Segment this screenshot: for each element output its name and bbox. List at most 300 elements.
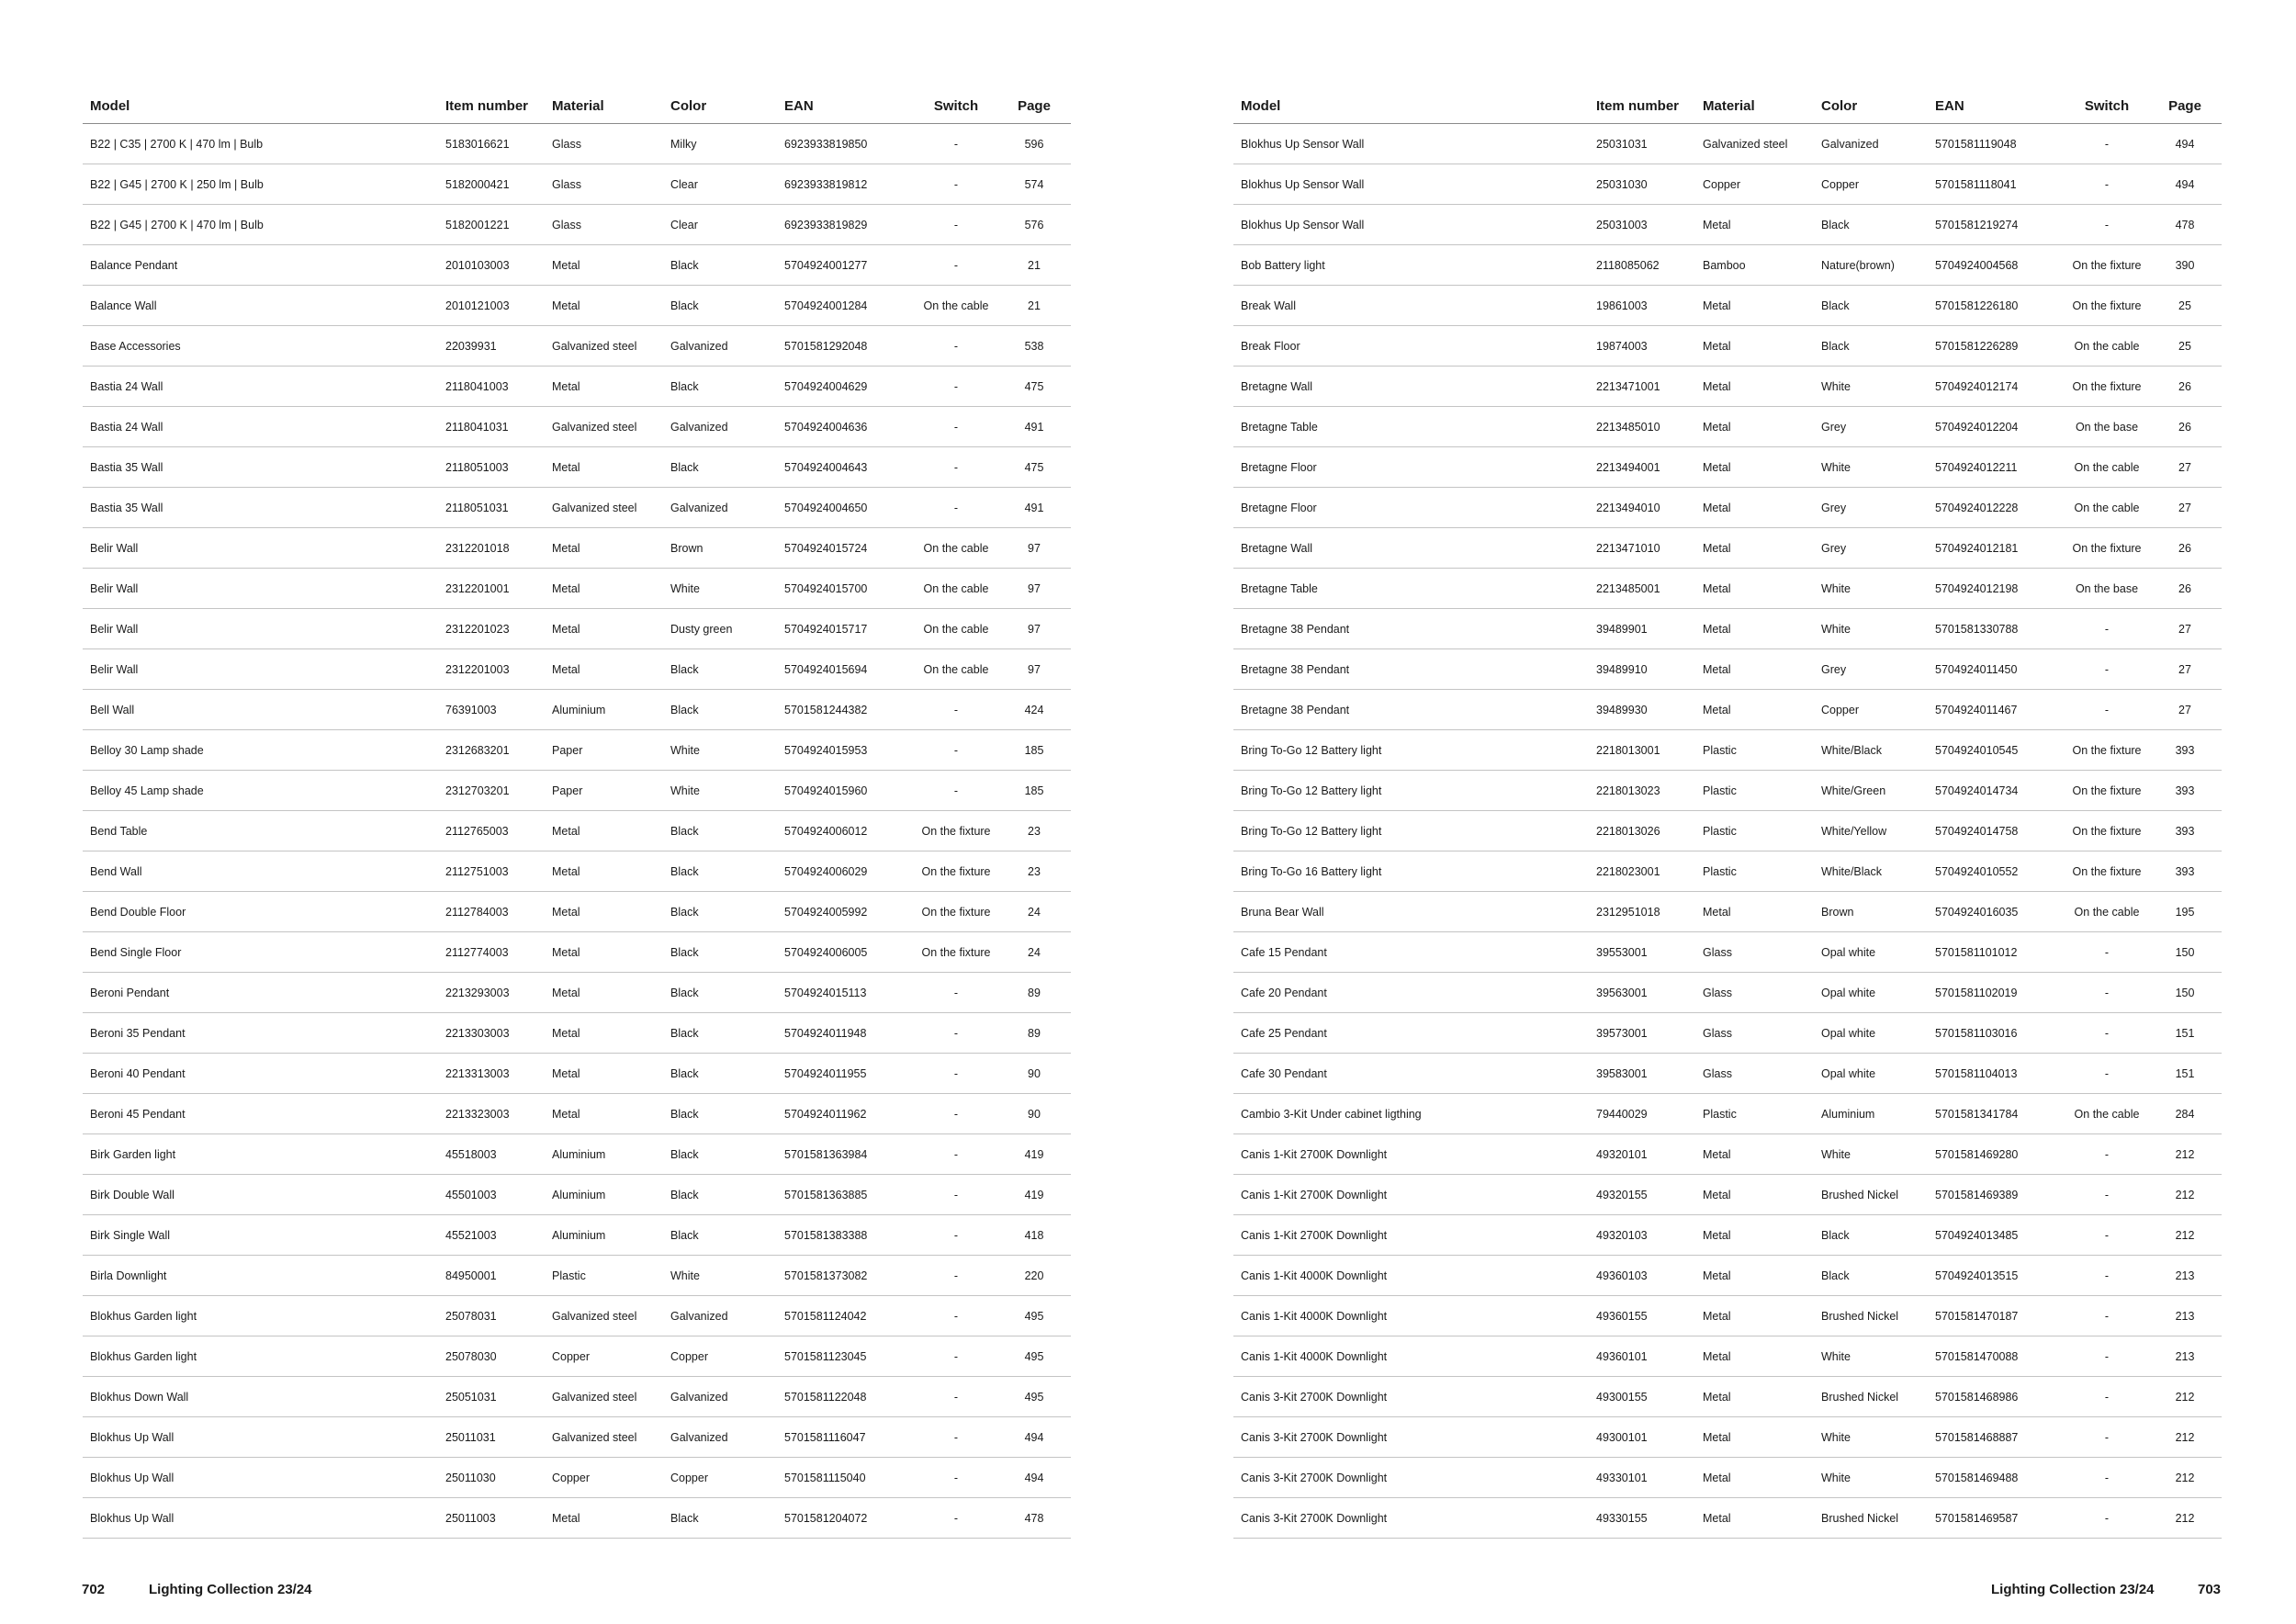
table-row [1233,447,2222,488]
cell-material: Aluminium [545,1134,663,1175]
cell-switch: On the fixture [915,851,997,892]
cell-color: Brown [1814,892,1928,932]
cell-item-number: 2213471010 [1589,528,1695,569]
cell-item-number: 2213303003 [438,1013,545,1054]
cell-material: Metal [545,892,663,932]
cell-item-number: 2118041003 [438,367,545,407]
cell-color: Galvanized [663,326,777,367]
cell-switch: - [915,205,997,245]
cell-switch: - [915,488,997,528]
cell-material: Glass [1695,932,1814,973]
cell-ean: 5704924015700 [777,569,915,609]
cell-ean: 5701581469280 [1928,1134,2065,1175]
cell-switch: - [2065,205,2148,245]
table-row [1233,1134,2222,1175]
cell-model: Blokhus Down Wall [83,1377,438,1417]
cell-color: White [663,730,777,771]
cell-color: Brushed Nickel [1814,1296,1928,1336]
cell-model: Bretagne 38 Pendant [1233,649,1589,690]
cell-material: Plastic [1695,771,1814,811]
cell-model: Bring To-Go 16 Battery light [1233,851,1589,892]
cell-model: Beroni Pendant [83,973,438,1013]
cell-color: Copper [663,1458,777,1498]
cell-item-number: 49300155 [1589,1377,1695,1417]
cell-material: Galvanized steel [545,1377,663,1417]
column-header-page: Page [997,88,1071,124]
cell-material: Metal [1695,528,1814,569]
cell-model: Balance Pendant [83,245,438,286]
cell-switch: On the fixture [2065,771,2148,811]
cell-page: 212 [2148,1377,2222,1417]
cell-switch: On the cable [915,609,997,649]
cell-page: 213 [2148,1296,2222,1336]
cell-item-number: 2112765003 [438,811,545,851]
cell-material: Glass [1695,973,1814,1013]
page-number: 702 [82,1582,106,1597]
table-row [1233,1336,2222,1377]
cell-item-number: 2218013001 [1589,730,1695,771]
cell-material: Metal [545,367,663,407]
cell-model: Bastia 35 Wall [83,447,438,488]
cell-switch: - [2065,1296,2148,1336]
cell-model: Break Floor [1233,326,1589,367]
cell-model: Belloy 45 Lamp shade [83,771,438,811]
cell-page: 212 [2148,1175,2222,1215]
right-product-table [1233,88,2222,1539]
cell-model: Canis 3-Kit 2700K Downlight [1233,1498,1589,1539]
cell-color: Aluminium [1814,1094,1928,1134]
cell-item-number: 2312201003 [438,649,545,690]
cell-color: Black [663,1094,777,1134]
cell-material: Metal [545,569,663,609]
cell-switch: - [915,1458,997,1498]
cell-model: Belir Wall [83,528,438,569]
table-row [1233,286,2222,326]
cell-material: Galvanized steel [1695,124,1814,164]
cell-color: Black [663,1498,777,1539]
cell-material: Metal [545,1013,663,1054]
cell-switch: On the cable [915,286,997,326]
cell-item-number: 84950001 [438,1256,545,1296]
cell-material: Galvanized steel [545,407,663,447]
cell-color: Black [663,649,777,690]
cell-switch: - [2065,1215,2148,1256]
cell-ean: 5704924013485 [1928,1215,2065,1256]
table-row [83,528,1071,569]
cell-material: Metal [1695,892,1814,932]
cell-ean: 5701581470187 [1928,1296,2065,1336]
cell-page: 97 [997,609,1071,649]
cell-page: 475 [997,367,1071,407]
cell-page: 97 [997,528,1071,569]
table-row [1233,164,2222,205]
cell-switch: On the base [2065,407,2148,447]
cell-page: 475 [997,447,1071,488]
cell-item-number: 45521003 [438,1215,545,1256]
cell-page: 390 [2148,245,2222,286]
cell-ean: 5704924006029 [777,851,915,892]
cell-color: White [663,1256,777,1296]
table-row [1233,367,2222,407]
cell-item-number: 49360101 [1589,1336,1695,1377]
cell-color: White/Black [1814,851,1928,892]
left-product-table [83,88,1071,1539]
cell-ean: 5701581226289 [1928,326,2065,367]
cell-page: 478 [997,1498,1071,1539]
cell-model: Break Wall [1233,286,1589,326]
cell-item-number: 2312683201 [438,730,545,771]
cell-page: 212 [2148,1458,2222,1498]
column-header-color: Color [663,88,777,124]
cell-switch: - [2065,973,2148,1013]
cell-model: Blokhus Garden light [83,1296,438,1336]
cell-switch: On the cable [2065,1094,2148,1134]
table-row [83,609,1071,649]
cell-material: Metal [1695,649,1814,690]
cell-switch: - [2065,124,2148,164]
cell-item-number: 2312201023 [438,609,545,649]
cell-model: Blokhus Up Wall [83,1498,438,1539]
cell-page: 419 [997,1175,1071,1215]
cell-model: Blokhus Garden light [83,1336,438,1377]
cell-page: 26 [2148,407,2222,447]
cell-item-number: 25011003 [438,1498,545,1539]
cell-ean: 5704924015953 [777,730,915,771]
cell-page: 97 [997,649,1071,690]
cell-page: 89 [997,973,1071,1013]
cell-page: 26 [2148,367,2222,407]
cell-material: Metal [545,447,663,488]
cell-switch: - [915,1417,997,1458]
cell-switch: - [915,690,997,730]
cell-material: Plastic [1695,730,1814,771]
cell-material: Metal [1695,1175,1814,1215]
table-row [83,164,1071,205]
cell-ean: 5704924012211 [1928,447,2065,488]
cell-item-number: 49360103 [1589,1256,1695,1296]
cell-model: Bruna Bear Wall [1233,892,1589,932]
cell-page: 424 [997,690,1071,730]
cell-switch: - [915,1013,997,1054]
cell-item-number: 25078030 [438,1336,545,1377]
cell-material: Glass [545,164,663,205]
cell-model: Canis 1-Kit 4000K Downlight [1233,1296,1589,1336]
cell-material: Metal [545,528,663,569]
cell-material: Metal [545,1498,663,1539]
cell-material: Metal [545,811,663,851]
cell-material: Aluminium [545,690,663,730]
cell-switch: - [2065,1256,2148,1296]
cell-switch: On the fixture [915,932,997,973]
table-row [83,1377,1071,1417]
cell-material: Glass [545,205,663,245]
cell-switch: - [2065,1458,2148,1498]
cell-model: Canis 1-Kit 2700K Downlight [1233,1215,1589,1256]
cell-page: 495 [997,1336,1071,1377]
cell-color: Brushed Nickel [1814,1377,1928,1417]
cell-model: Belloy 30 Lamp shade [83,730,438,771]
cell-color: White/Yellow [1814,811,1928,851]
cell-model: Birk Garden light [83,1134,438,1175]
table-row [83,124,1071,164]
cell-material: Aluminium [545,1215,663,1256]
cell-switch: On the cable [915,649,997,690]
table-row [1233,1054,2222,1094]
footer-title: Lighting Collection 23/24 [149,1582,312,1597]
cell-ean: 5701581470088 [1928,1336,2065,1377]
cell-material: Metal [545,245,663,286]
cell-ean: 5704924004650 [777,488,915,528]
cell-model: Bretagne Table [1233,407,1589,447]
cell-color: Black [663,1013,777,1054]
cell-switch: - [915,1094,997,1134]
cell-color: Black [663,1134,777,1175]
cell-switch: - [915,1377,997,1417]
cell-item-number: 25011031 [438,1417,545,1458]
cell-color: Grey [1814,407,1928,447]
cell-switch: - [915,245,997,286]
cell-model: B22 | G45 | 2700 K | 250 lm | Bulb [83,164,438,205]
cell-model: Bell Wall [83,690,438,730]
cell-material: Metal [545,609,663,649]
column-header-material: Material [545,88,663,124]
table-row [1233,488,2222,528]
cell-page: 150 [2148,973,2222,1013]
cell-page: 393 [2148,851,2222,892]
column-header-material: Material [1695,88,1814,124]
cell-ean: 5701581119048 [1928,124,2065,164]
cell-item-number: 45518003 [438,1134,545,1175]
cell-page: 576 [997,205,1071,245]
cell-switch: - [2065,164,2148,205]
cell-ean: 5704924014758 [1928,811,2065,851]
cell-ean: 5704924006005 [777,932,915,973]
cell-page: 418 [997,1215,1071,1256]
cell-switch: - [2065,1377,2148,1417]
cell-switch: - [915,1296,997,1336]
cell-ean: 5704924001284 [777,286,915,326]
cell-ean: 5701581468986 [1928,1377,2065,1417]
cell-color: Black [1814,1256,1928,1296]
cell-page: 495 [997,1296,1071,1336]
cell-item-number: 2213494010 [1589,488,1695,528]
cell-ean: 5701581469389 [1928,1175,2065,1215]
cell-ean: 5704924004643 [777,447,915,488]
cell-item-number: 2312951018 [1589,892,1695,932]
cell-item-number: 2218013026 [1589,811,1695,851]
cell-color: Opal white [1814,1013,1928,1054]
cell-material: Metal [545,932,663,973]
cell-material: Metal [1695,1458,1814,1498]
cell-material: Plastic [1695,1094,1814,1134]
cell-color: Opal white [1814,932,1928,973]
cell-ean: 5701581292048 [777,326,915,367]
cell-material: Metal [1695,1215,1814,1256]
cell-material: Galvanized steel [545,488,663,528]
table-row [83,488,1071,528]
table-row [83,1256,1071,1296]
cell-ean: 5701581330788 [1928,609,2065,649]
cell-item-number: 2112751003 [438,851,545,892]
cell-switch: - [915,367,997,407]
cell-page: 185 [997,730,1071,771]
cell-ean: 5704924012204 [1928,407,2065,447]
cell-page: 491 [997,407,1071,447]
cell-model: Bretagne Floor [1233,488,1589,528]
cell-item-number: 39573001 [1589,1013,1695,1054]
cell-color: Black [663,447,777,488]
table-row [83,205,1071,245]
cell-model: Belir Wall [83,649,438,690]
cell-switch: On the cable [915,569,997,609]
cell-ean: 5704924015960 [777,771,915,811]
column-header-ean: EAN [1928,88,2065,124]
cell-material: Metal [1695,205,1814,245]
cell-ean: 5704924011467 [1928,690,2065,730]
cell-material: Metal [1695,1256,1814,1296]
cell-color: Galvanized [1814,124,1928,164]
cell-switch: - [915,973,997,1013]
cell-item-number: 2118041031 [438,407,545,447]
cell-color: Clear [663,205,777,245]
right-page [1148,0,2296,1624]
cell-page: 23 [997,851,1071,892]
cell-color: White [1814,447,1928,488]
cell-ean: 5701581122048 [777,1377,915,1417]
cell-model: Canis 3-Kit 2700K Downlight [1233,1377,1589,1417]
cell-model: Bastia 24 Wall [83,407,438,447]
cell-model: Cambio 3-Kit Under cabinet ligthing [1233,1094,1589,1134]
cell-page: 478 [2148,205,2222,245]
cell-item-number: 5183016621 [438,124,545,164]
cell-model: Beroni 45 Pendant [83,1094,438,1134]
cell-color: Black [663,851,777,892]
cell-switch: - [915,1054,997,1094]
table-row [83,690,1071,730]
cell-switch: On the cable [2065,892,2148,932]
cell-switch: - [2065,1134,2148,1175]
cell-color: Black [1814,326,1928,367]
cell-page: 393 [2148,771,2222,811]
table-body [83,124,1071,1539]
cell-ean: 5704924004636 [777,407,915,447]
cell-item-number: 2213485001 [1589,569,1695,609]
cell-item-number: 49300101 [1589,1417,1695,1458]
table-row [1233,609,2222,649]
cell-model: Bend Single Floor [83,932,438,973]
cell-model: Canis 3-Kit 2700K Downlight [1233,1458,1589,1498]
cell-color: Clear [663,164,777,205]
cell-page: 26 [2148,528,2222,569]
cell-ean: 5704924013515 [1928,1256,2065,1296]
cell-switch: - [915,1336,997,1377]
table-body [1233,124,2222,1539]
cell-color: White [1814,569,1928,609]
cell-color: Galvanized [663,488,777,528]
cell-material: Metal [545,649,663,690]
cell-page: 212 [2148,1215,2222,1256]
cell-model: Blokhus Up Sensor Wall [1233,164,1589,205]
cell-ean: 5701581124042 [777,1296,915,1336]
cell-item-number: 25078031 [438,1296,545,1336]
table-row [83,771,1071,811]
table-header-row [83,88,1071,124]
cell-color: Black [663,245,777,286]
table-row [1233,1013,2222,1054]
cell-item-number: 25031030 [1589,164,1695,205]
cell-page: 491 [997,488,1071,528]
table-row [83,932,1071,973]
cell-page: 494 [2148,124,2222,164]
cell-item-number: 25031031 [1589,124,1695,164]
table-row [83,1134,1071,1175]
cell-material: Metal [545,973,663,1013]
cell-material: Bamboo [1695,245,1814,286]
cell-model: Belir Wall [83,569,438,609]
cell-model: Bretagne Wall [1233,367,1589,407]
cell-model: Belir Wall [83,609,438,649]
cell-ean: 5701581469488 [1928,1458,2065,1498]
table-row [1233,649,2222,690]
table-header-row [1233,88,2222,124]
cell-switch: On the base [2065,569,2148,609]
cell-ean: 5704924001277 [777,245,915,286]
cell-material: Metal [1695,286,1814,326]
cell-material: Metal [1695,609,1814,649]
cell-material: Metal [545,1054,663,1094]
cell-page: 213 [2148,1256,2222,1296]
cell-ean: 6923933819812 [777,164,915,205]
cell-color: Copper [1814,164,1928,205]
cell-material: Metal [545,851,663,892]
table-row [1233,892,2222,932]
cell-material: Galvanized steel [545,1417,663,1458]
cell-color: Black [1814,286,1928,326]
cell-item-number: 5182000421 [438,164,545,205]
cell-model: Cafe 25 Pendant [1233,1013,1589,1054]
cell-item-number: 39489901 [1589,609,1695,649]
cell-color: Brushed Nickel [1814,1175,1928,1215]
cell-color: Black [663,932,777,973]
cell-ean: 5701581363984 [777,1134,915,1175]
cell-material: Plastic [545,1256,663,1296]
cell-color: White [663,569,777,609]
cell-material: Metal [1695,1417,1814,1458]
cell-switch: - [2065,1175,2148,1215]
table-row [1233,1417,2222,1458]
cell-model: Cafe 15 Pendant [1233,932,1589,973]
cell-switch: On the fixture [915,811,997,851]
cell-page: 25 [2148,326,2222,367]
column-header-switch: Switch [915,88,997,124]
cell-color: Black [663,367,777,407]
table-row [83,1336,1071,1377]
cell-model: Bob Battery light [1233,245,1589,286]
table-row [1233,205,2222,245]
cell-color: White [1814,1134,1928,1175]
cell-ean: 5704924011962 [777,1094,915,1134]
table-row [1233,851,2222,892]
cell-switch: - [915,1175,997,1215]
cell-item-number: 39489910 [1589,649,1695,690]
cell-ean: 5704924012174 [1928,367,2065,407]
cell-material: Metal [1695,407,1814,447]
table-row [83,1458,1071,1498]
cell-color: Galvanized [663,1417,777,1458]
cell-switch: On the fixture [2065,730,2148,771]
cell-ean: 5701581341784 [1928,1094,2065,1134]
cell-item-number: 49330155 [1589,1498,1695,1539]
